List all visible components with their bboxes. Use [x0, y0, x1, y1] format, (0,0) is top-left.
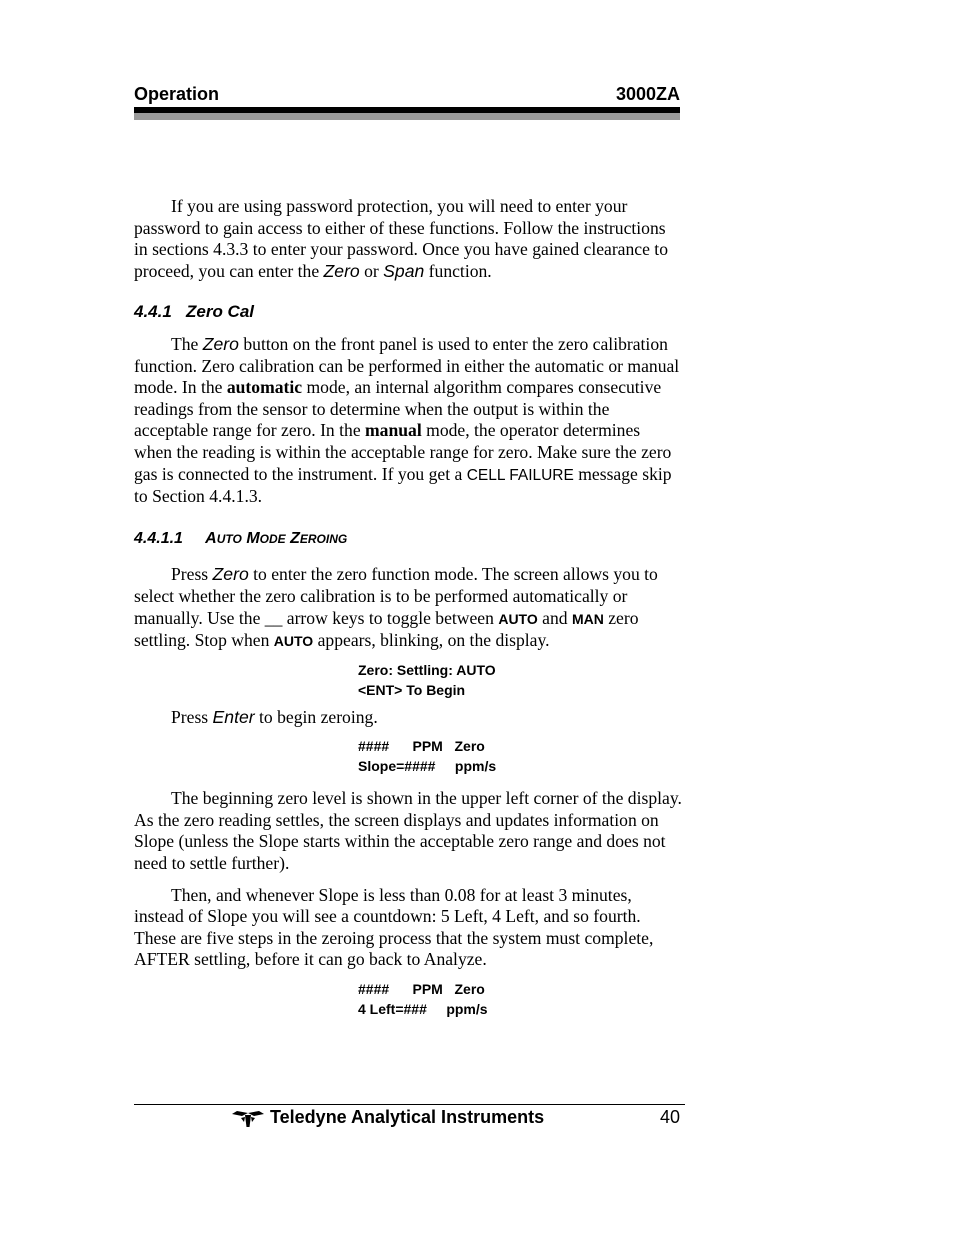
display-readout-slope: #### PPM Zero Slope=#### ppm/s	[358, 738, 497, 775]
display-readout-countdown: #### PPM Zero 4 Left=### ppm/s	[358, 981, 488, 1018]
footer-rule	[134, 1104, 685, 1105]
intro-paragraph: If you are using password protection, you will need to enter your password to gain access to either of these functions. Follow the instructions in sections 4.3.3 to enter your password. Once you have gained clearance to proceed, you can enter the Zero or Span function.	[134, 196, 668, 281]
page-number: 40	[659, 1107, 680, 1127]
zero-cal-paragraph: The Zero button on the front panel is used to enter the zero calibration function. Zero calibration can be performed in either the automatic or manual mode. In the automatic mode, an internal algorithm compares consecutive readings from the sensor to determine when the output is within the acceptable range for zero. In the manual mode, the operator determines when the reading is within the acceptable range for zero. Make sure the zero gas is connected to the instrument. If you get a CELL FAILURE message skip to Section 4.4.1.3.	[134, 333, 680, 507]
section-heading-auto-mode-zeroing: 4.4.1.1 AUTO MODE ZEROING	[134, 529, 348, 547]
footer-company: Teledyne Analytical Instruments	[270, 1107, 545, 1127]
page-body	[134, 196, 682, 1019]
teledyne-logo-icon	[232, 1110, 264, 1128]
section-heading-zero-cal: 4.4.1 Zero Cal	[134, 302, 255, 322]
header-model: 3000ZA	[615, 84, 680, 104]
press-enter-paragraph: Press Enter to begin zeroing.	[171, 706, 378, 727]
header-rule-shadow	[134, 113, 680, 120]
countdown-paragraph: Then, and whenever Slope is less than 0.08 for at least 3 minutes, instead of Slope you will see a countdown: 5 Left, 4 Left, and so fourth. These are five steps in the zeroing process that the system must complete, AFTER settling, before it can go back to Analyze.	[134, 884, 654, 970]
auto-mode-paragraph: Press Zero to enter the zero function mode. The screen allows you to select whether the zero calibration is to be performed automatically or manually. Use the __ arrow keys to toggle between AUTO and MAN zero settling. Stop when AUTO appears, blinking, on the display.	[134, 564, 658, 651]
zero-level-paragraph: The beginning zero level is shown in the upper left corner of the display. As the zero reading settles, the screen displays and updates information on Slope (unless the Slope starts within the acceptable zero range and does not need to settle further).	[134, 788, 682, 874]
header-section-title: Operation	[134, 84, 220, 104]
display-readout-settling: Zero: Settling: AUTO <ENT> To Begin	[358, 661, 496, 698]
